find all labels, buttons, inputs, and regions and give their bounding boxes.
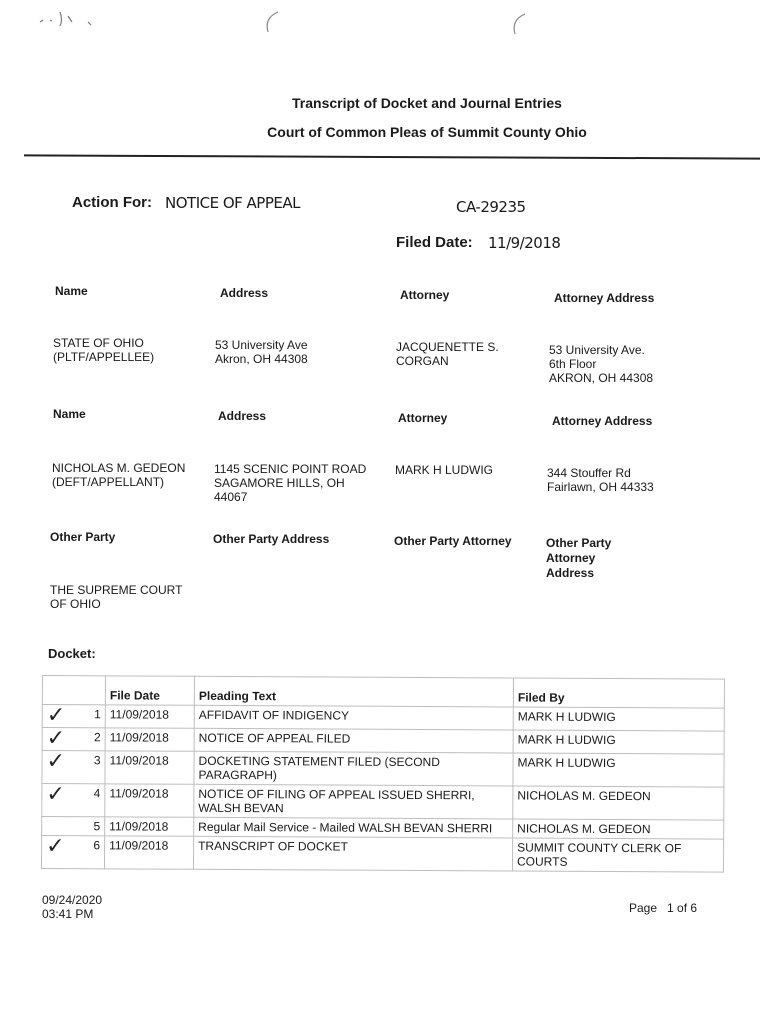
party1-attorney-header: Attorney [400,288,450,302]
party1-attorney-address-header: Attorney Address [554,291,655,305]
filed-by [513,786,724,820]
checkmark-icon: ✓ [46,782,65,808]
check-cell [42,784,87,817]
print-date: 09/24/2020 [42,893,103,907]
filed-by [513,730,724,754]
pleading-text [194,728,513,753]
row-number: 4 [86,784,105,817]
party2-attorney-address-header: Attorney Address [552,414,653,428]
filed-by [513,819,724,839]
party1-attorney-address: 53 University Ave. 6th Floor AKRON, OH 44308 [549,343,654,385]
check-column-header [42,676,87,705]
row-number: 3 [86,751,105,784]
party2-name: NICHOLAS M. GEDEON (DEFT/APPELLANT) [52,461,186,489]
file-date: 11/09/2018 [105,817,194,836]
row-number: 1 [87,705,106,728]
filed-by-line: MARK H LUDWIG [517,755,616,771]
pleading-text-line: NOTICE OF FILING OF APPEAL ISSUED SHERRI, [198,786,475,803]
check-cell [42,705,87,728]
number-column-header [87,676,106,705]
pleading-text-line: AFFIDAVIT OF INDIGENCY [198,707,350,723]
pleading-text [194,751,513,786]
filed-by-line: NICHOLAS M. GEDEON [517,788,651,804]
pleading-text-line: WALSH BEVAN [198,800,284,816]
file-date: 11/09/2018 [105,705,194,728]
party1-attorney: JACQUENETTE S. CORGAN [396,340,499,368]
row-number: 6 [86,836,105,869]
pleading-text [194,784,513,819]
party1-address-header: Address [220,286,269,300]
filed-by-line: MARK H LUDWIG [517,732,616,748]
pleading-text-line: TRANSCRIPT OF DOCKET [198,838,348,854]
filed-by-header: Filed By [513,678,724,708]
party2-attorney: MARK H LUDWIG [395,463,494,477]
pleading-text-line: DOCKETING STATEMENT FILED (SECOND [198,753,440,770]
party1-address: 53 University Ave Akron, OH 44308 [215,338,308,366]
document-subtitle: Court of Common Pleas of Summit County Ohio [267,124,587,140]
check-cell [41,836,86,869]
filed-date-label: Filed Date: [396,234,473,251]
pleading-text-line: Regular Mail Service - Mailed WALSH BEVAN SHERRI [198,819,493,836]
case-number: CA-29235 [456,198,526,216]
filed-by-line: NICHOLAS M. GEDEON [517,821,651,837]
docket-table [41,675,725,873]
action-for-value: NOTICE OF APPEAL [165,194,300,212]
party2-address-header: Address [218,409,267,423]
docket-row [42,751,724,788]
check-cell [42,751,87,784]
row-number: 2 [87,728,106,751]
pleading-text [193,836,512,871]
filed-by-line: COURTS [516,854,568,869]
pleading-text-header: Pleading Text [194,676,513,707]
party1-name-header: Name [55,284,88,298]
checkmark-icon: ✓ [46,749,66,775]
pleading-text [194,817,513,838]
file-date-header: File Date [105,676,194,705]
file-date: 11/09/2018 [105,751,194,784]
filed-by-line: SUMMIT COUNTY CLERK OF [517,840,682,856]
other-party-attorney-header: Other Party Attorney [394,534,512,548]
check-cell [42,728,87,751]
row-number: 5 [86,817,105,836]
party2-address: 1145 SCENIC POINT ROAD SAGAMORE HILLS, OH 44067 [214,462,367,504]
filed-by [512,838,723,872]
file-date: 11/09/2018 [104,836,193,869]
other-party-name: THE SUPREME COURT OF OHIO [50,583,183,611]
checkmark-icon: ✓ [46,726,66,752]
file-date: 11/09/2018 [105,728,194,751]
action-for-label: Action For: [72,194,152,211]
print-timestamp [42,893,102,921]
check-cell [42,817,87,836]
other-party-header: Other Party [50,530,116,544]
pleading-text-line: PARAGRAPH) [198,767,277,783]
filed-by [513,753,724,787]
handwritten-marks [0,0,770,60]
filed-date-value: 11/9/2018 [488,234,561,252]
other-party-address-header: Other Party Address [213,532,330,546]
print-time: 03:41 PM [42,907,94,921]
filed-by-line: MARK H LUDWIG [517,709,616,725]
party2-name-header: Name [53,407,86,421]
header-divider [24,154,760,159]
docket-label: Docket: [48,646,96,661]
other-party-attorney-address-header: Other Party Attorney Address [546,536,612,580]
party2-attorney-header: Attorney [398,411,448,425]
checkmark-icon: ✓ [46,703,66,729]
pleading-text [194,705,513,730]
docket-row [42,784,724,821]
document-title: Transcript of Docket and Journal Entries [292,95,562,111]
party2-attorney-address: 344 Stouffer Rd Fairlawn, OH 44333 [547,466,654,494]
filed-by [513,707,724,731]
docket-header-row [42,676,724,709]
file-date: 11/09/2018 [105,784,194,817]
pleading-text-line: NOTICE OF APPEAL FILED [198,730,351,746]
party1-name: STATE OF OHIO (PLTF/APPELLEE) [53,336,155,364]
docket-row [41,836,723,873]
page-indicator: Page 1 of 6 [629,901,698,915]
checkmark-icon: ✓ [46,834,65,860]
